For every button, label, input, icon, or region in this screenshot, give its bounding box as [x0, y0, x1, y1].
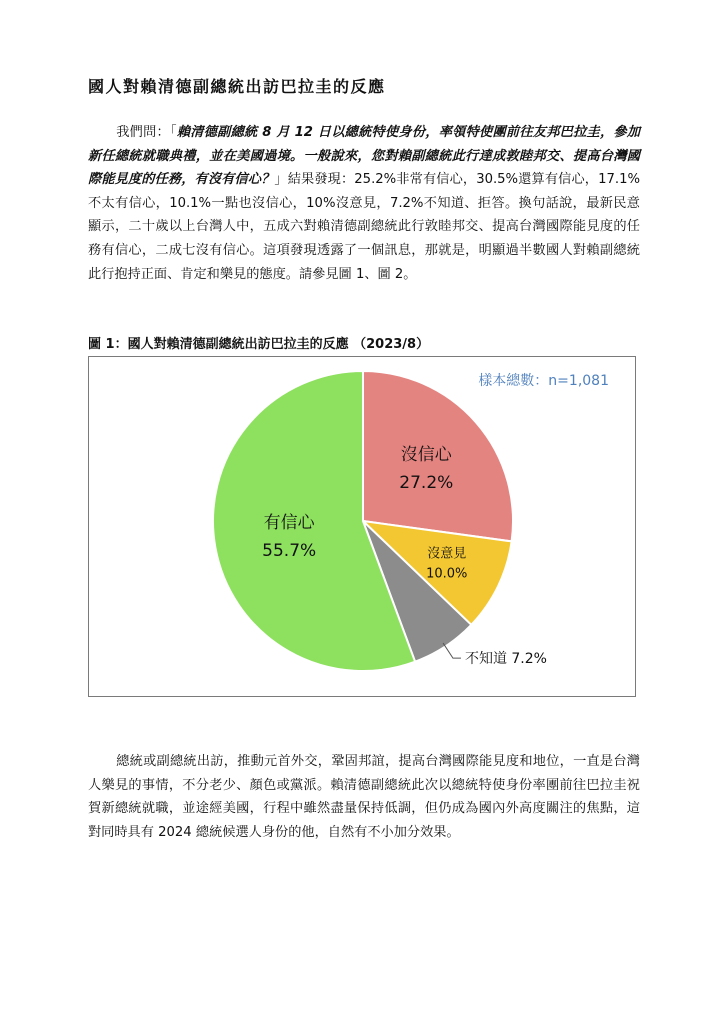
pie-chart	[89, 357, 635, 696]
slice-label-3: 有信心	[263, 513, 315, 534]
figure-title: 圖 1：國人對賴清德副總統出訪巴拉圭的反應 （2023/8）	[88, 337, 430, 352]
pie-chart-frame	[88, 356, 636, 697]
intro-results: 」結果發現：25.2%非常有信心，30.5%還算有信心，17.1%不太有信心，10.1%一點也沒信心，10%沒意見，7.2%不知道、拒答。換句話說，最新民意顯示，二十歲以上台灣人中，五成六對賴清德副總統此行敦睦邦交、提高台灣國際能見度的任務有信心，二成七沒有信心。這項發現透露了一個訊息，那就是，明顯過半數國人對賴副總統此行抱持正面、肯定和樂見的態度。請參見圖 1、圖 2。	[88, 172, 640, 282]
intro-lead: 我們問：「	[116, 125, 177, 140]
sample-size-note: 樣本總數：n=1,081	[478, 373, 609, 389]
page-title: 國人對賴清德副總統出訪巴拉圭的反應	[88, 77, 386, 96]
conclusion-paragraph	[88, 750, 640, 844]
conclusion-text: 總統或副總統出訪，推動元首外交，鞏固邦誼，提高台灣國際能見度和地位，一直是台灣人樂見的事情，不分老少、顏色或黨派。賴清德副總統此次以總統特使身份率團前往巴拉圭祝賀新總統就職，並途經美國，行程中雖然盡量保持低調，但仍成為國內外高度關注的焦點，這對同時具有 2024 總統候選人身份的他，自然有不小加分效果。	[88, 754, 640, 840]
intro-paragraph	[88, 121, 640, 286]
slice-value-3: 55.7%	[262, 541, 317, 562]
slice-label-1: 沒意見	[427, 546, 467, 562]
slice-label-0: 沒信心	[400, 444, 452, 465]
slice-value-1: 10.0%	[426, 566, 468, 582]
survey-question-quote: 賴清德副總統 8 月 12 日以總統特使身份，率領特使團前往友邦巴拉圭，參加新任總統就職典禮，並在美國過境。一般說來，您對賴副總統此行達成敦睦邦交、提高台灣國際能見度的任務，有沒有信心？	[88, 125, 641, 188]
slice-value-0: 27.2%	[399, 472, 454, 493]
slice-label-2: 不知道 7.2%	[464, 651, 547, 668]
